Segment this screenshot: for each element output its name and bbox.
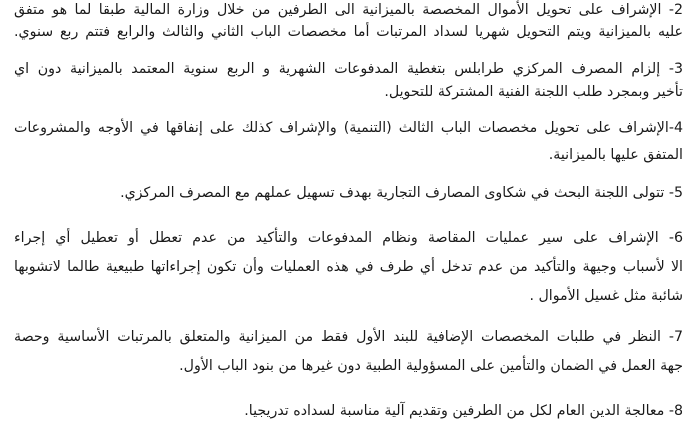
text-line: 6- الإشراف على سير عمليات المقاصة ونظام المدفوعات والتأكيد من عدم تعطل أو تعطيل أي إجراء <box>14 230 683 246</box>
text-line: 4-الإشراف على تحويل مخصصات الباب الثالث (التنمية) والإشراف كذلك على إنفاقها في الأوجه والمشروعات <box>14 120 683 136</box>
text-line: عليه بالميزانية ويتم التحويل شهريا لسداد المرتبات أما مخصصات الباب الثاني والثالث والرابع فتتم ربع سنوي. <box>14 24 683 40</box>
text-line: المتفق عليها بالميزانية. <box>548 147 683 163</box>
text-line: تأخير وبمجرد طلب اللجنة الفنية المشتركة للتحويل. <box>384 84 683 100</box>
text-line: 8- معالجة الدين العام لكل من الطرفين وتقديم آلية مناسبة لسداده تدريجيا. <box>244 403 683 419</box>
text-line: 3- إلزام المصرف المركزي طرابلس بتغطية المدفوعات الشهرية و الربع سنوية المعتمد بالميزانية دون اي <box>14 61 683 77</box>
text-line: شائبة مثل غسيل الأموال . <box>529 288 683 304</box>
text-line: 7- النظر في طلبات المخصصات الإضافية للبند الأول فقط من الميزانية والمتعلق بالمرتبات الأساسية وحصة <box>14 329 683 345</box>
text-line: جهة العمل في الضمان والتأمين على المسؤولية الطبية دون غيرها من بنود الباب الأول. <box>179 358 683 374</box>
text-line: الا لأسباب وجيهة والتأكيد من عدم تدخل أي طرف في هذه العمليات وأن تكون إجراءاتها طبيعية طالما لاتشوبها <box>14 259 683 275</box>
text-line: 2- الإشراف على تحويل الأموال المخصصة بالميزانية الى الطرفين من خلال وزارة المالية طبقا لما هو متفق <box>14 2 683 18</box>
text-line: 5- تتولى اللجنة البحث في شكاوى المصارف التجارية بهدف تسهيل عملهم مع المصرف المركزي. <box>120 185 683 201</box>
